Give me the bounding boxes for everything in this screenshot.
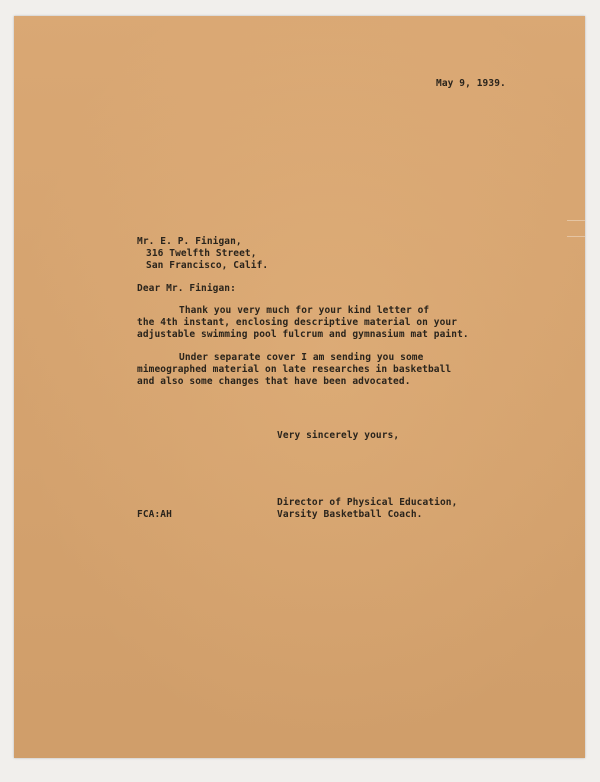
body-paragraph-1-line: the 4th instant, enclosing descriptive material on your — [137, 317, 458, 328]
salutation: Dear Mr. Finigan: — [137, 283, 236, 294]
body-paragraph-2-line: Under separate cover I am sending you some — [179, 352, 424, 363]
body-paragraph-1-line: adjustable swimming pool fulcrum and gymnasium mat paint. — [137, 329, 469, 340]
complimentary-close: Very sincerely yours, — [277, 430, 400, 441]
letter-date: May 9, 1939. — [436, 78, 506, 89]
inside-address-line: Mr. E. P. Finigan, — [137, 236, 242, 247]
inside-address-line: 316 Twelfth Street, — [146, 248, 257, 259]
letter-page — [14, 16, 585, 758]
body-paragraph-2-line: mimeographed material on late researches in basketball — [137, 364, 452, 375]
paper-edge-mark — [567, 236, 585, 237]
body-paragraph-1-line: Thank you very much for your kind letter of — [179, 305, 430, 316]
paper-edge-mark — [567, 220, 585, 221]
reference-initials: FCA:AH — [137, 509, 172, 520]
signature-title-line: Director of Physical Education, — [277, 497, 458, 508]
signature-title-line: Varsity Basketball Coach. — [277, 509, 423, 520]
body-paragraph-2-line: and also some changes that have been advocated. — [137, 376, 411, 387]
inside-address-line: San Francisco, Calif. — [146, 260, 269, 271]
